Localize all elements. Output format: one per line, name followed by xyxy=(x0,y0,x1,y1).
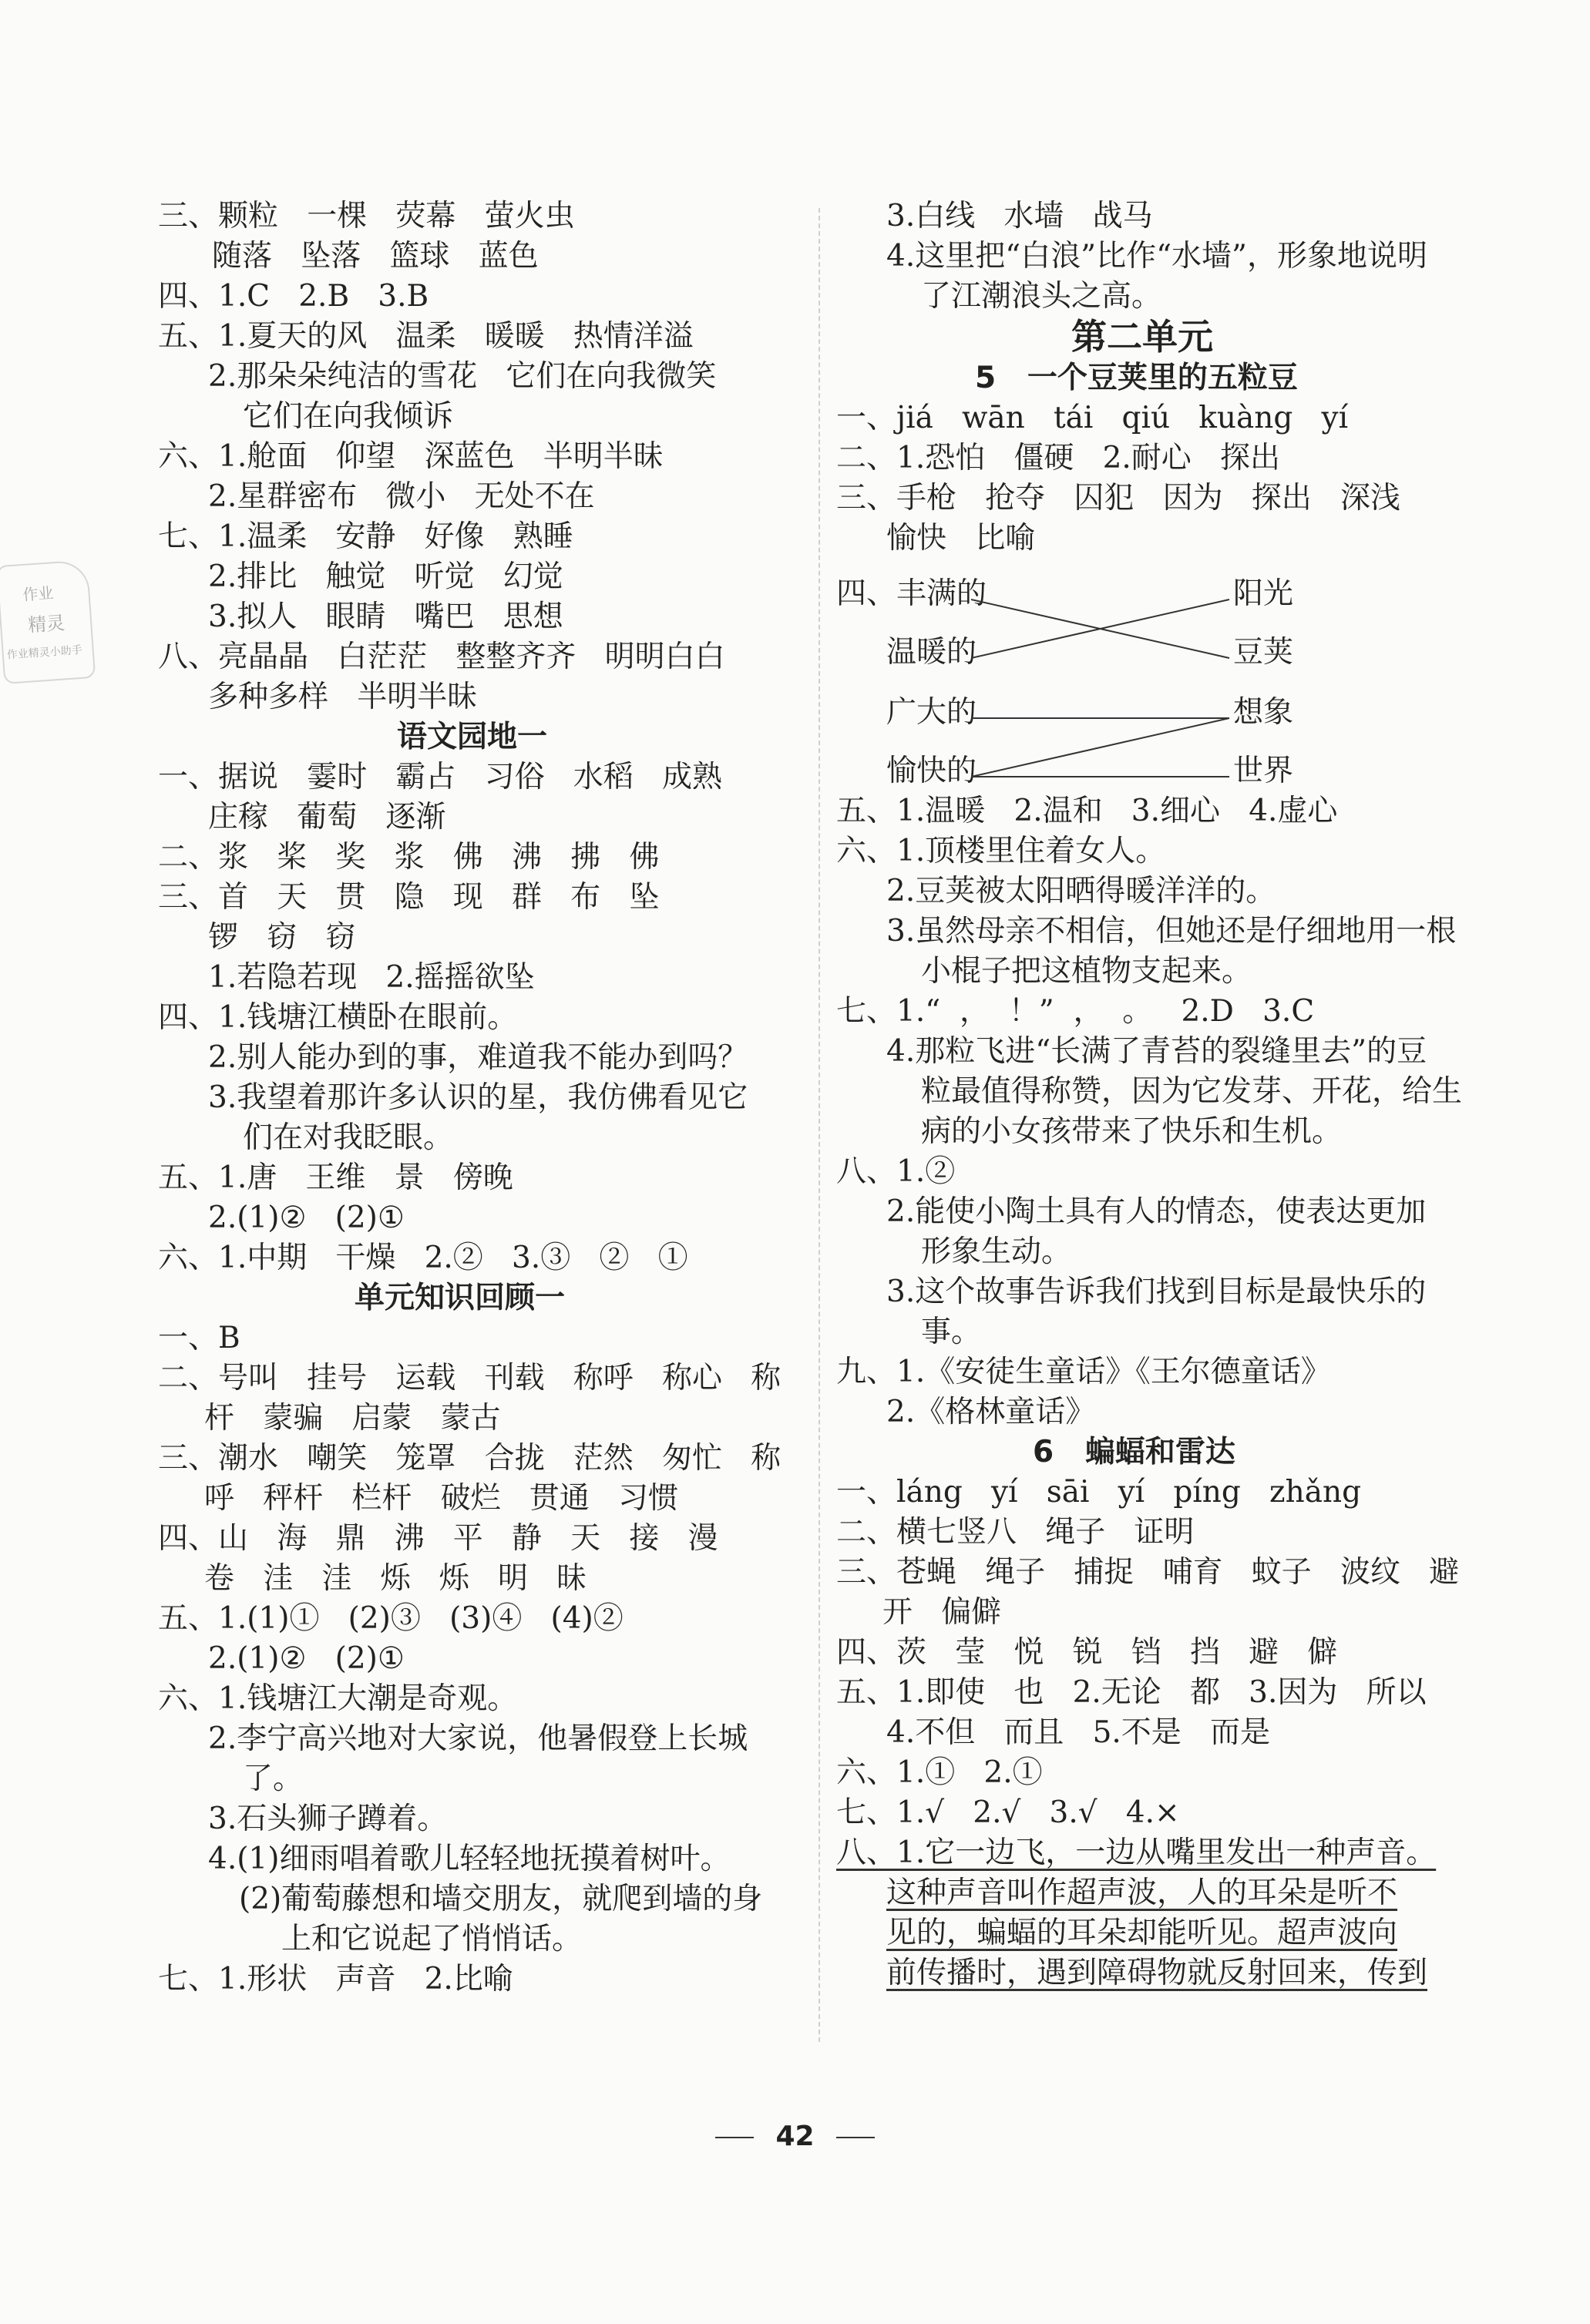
answer-line: 2.(1)② (2)① xyxy=(208,1201,405,1235)
answer-line: 形象生动。 xyxy=(921,1234,1072,1269)
answer-line: 三、苍蝇 绳子 捕捉 哺育 蚊子 波纹 避 xyxy=(836,1555,1460,1590)
answer-line: 三、首 天 贯 隐 现 群 布 坠 xyxy=(158,880,660,915)
answer-line: 2.排比 触觉 听觉 幻觉 xyxy=(208,559,563,594)
footer-dash-left xyxy=(715,2137,754,2138)
answer-line: 3.拟人 眼睛 嘴巴 思想 xyxy=(208,599,563,634)
answer-line: 二、号叫 挂号 运载 刊载 称呼 称心 称 xyxy=(158,1361,782,1395)
answer-line: 愉快的 xyxy=(886,754,977,788)
answer-line: 4.这里把“白浪”比作“水墙”，形象地说明 xyxy=(886,239,1427,274)
answer-line: 六、1.顶楼里住着女人。 xyxy=(836,834,1166,868)
answer-line: (2)葡萄藤想和墙交朋友，就爬到墙的身 xyxy=(239,1882,763,1916)
answer-line: 六、1.中期 干燥 2.② 3.③ ② ① xyxy=(158,1241,688,1275)
answer-line: 粒最值得称赞，因为它发芽、开花，给生 xyxy=(921,1074,1463,1109)
answer-line: 五、1.温暖 2.温和 3.细心 4.虚心 xyxy=(836,794,1338,828)
section-heading: 5 一个豆荚里的五粒豆 xyxy=(975,361,1298,395)
section-heading: 第二单元 xyxy=(1071,316,1213,358)
page-footer xyxy=(0,2121,1590,2152)
answer-line: 3.白线 水墙 战马 xyxy=(886,199,1153,233)
page-number: 42 xyxy=(775,2121,815,2152)
stamp-line3: 作业精灵小助手 xyxy=(6,643,83,662)
stamp-line2: 精灵 xyxy=(27,612,66,636)
section-heading: 语文园地一 xyxy=(397,720,548,754)
answer-line: 七、1.形状 声音 2.比喻 xyxy=(158,1962,513,1997)
answer-line: 三、潮水 嘲笑 笼罩 合拢 茫然 匆忙 称 xyxy=(158,1441,782,1476)
answer-line: 杆 蒙骗 启蒙 蒙古 xyxy=(204,1401,501,1436)
answer-line: 六、1.① 2.① xyxy=(836,1755,1043,1790)
answer-line: 病的小女孩带来了快乐和生机。 xyxy=(921,1114,1343,1149)
answer-line: 四、1.C 2.B 3.B xyxy=(158,279,429,314)
answer-line: 2.别人能办到的事，难道我不能办到吗？ xyxy=(208,1040,748,1075)
answer-line: 六、1.舱面 仰望 深蓝色 半明半昧 xyxy=(158,439,664,474)
answer-line: 三、颗粒 一棵 荧幕 萤火虫 xyxy=(158,199,575,233)
match-line-4 xyxy=(971,718,1229,777)
answer-line: 小棍子把这植物支起来。 xyxy=(921,954,1252,989)
answer-line: 愉快 比喻 xyxy=(886,521,1036,556)
answer-line: 豆荚 xyxy=(1233,635,1294,670)
answer-line: 温暖的 xyxy=(886,635,977,670)
answer-line: 上和它说起了悄悄话。 xyxy=(281,1922,583,1956)
answer-line: 想象 xyxy=(1233,695,1294,730)
answer-line: 3.我望着那许多认识的星，我仿佛看见它 xyxy=(208,1080,748,1115)
answer-line: 五、1.唐 王维 景 傍晚 xyxy=(158,1160,513,1195)
answer-line: 事。 xyxy=(921,1315,982,1349)
answer-line: 一、láng yí sāi yí píng zhǎng xyxy=(836,1475,1362,1510)
answer-line: 4.那粒飞进“长满了青苔的裂缝里去”的豆 xyxy=(886,1034,1427,1069)
answer-line: 2.李宁高兴地对大家说，他暑假登上长城 xyxy=(208,1721,748,1756)
answer-line: 锣 窃 窃 xyxy=(208,920,356,955)
answer-line: 五、1.即使 也 2.无论 都 3.因为 所以 xyxy=(836,1675,1427,1710)
answer-line: 2.《格林童话》 xyxy=(886,1395,1096,1429)
answer-line: 七、1.温柔 安静 好像 熟睡 xyxy=(158,519,573,554)
answer-line: 七、1.√ 2.√ 3.√ 4.× xyxy=(836,1795,1180,1830)
answer-line: 1.若隐若现 2.摇摇欲坠 xyxy=(208,960,535,995)
answer-line: 呼 秤杆 栏杆 破烂 贯通 习惯 xyxy=(204,1481,678,1516)
answer-line: 世界 xyxy=(1233,754,1294,788)
answer-line: 二、1.恐怕 僵硬 2.耐心 探出 xyxy=(836,441,1280,475)
answer-line: 2.(1)② (2)① xyxy=(208,1641,405,1676)
answer-line: 4.(1)细雨唱着歌儿轻轻地抚摸着树叶。 xyxy=(208,1842,731,1876)
answer-line: 二、浆 桨 奖 浆 佛 沸 拂 佛 xyxy=(158,840,660,875)
watermark-stamp xyxy=(0,559,96,684)
answer-line: 八、1.② xyxy=(836,1154,956,1189)
answer-line: 广大的 xyxy=(886,695,977,730)
answer-line: 四、茨 莹 悦 锐 铛 挡 避 僻 xyxy=(836,1635,1338,1670)
section-heading: 单元知识回顾一 xyxy=(355,1281,566,1315)
answer-line: 3.这个故事告诉我们找到目标是最快乐的 xyxy=(886,1275,1427,1309)
column-divider xyxy=(819,208,820,2042)
answer-line: 4.不但 而且 5.不是 而是 xyxy=(886,1715,1270,1750)
answer-line: 五、1.(1)① (2)③ (3)④ (4)② xyxy=(158,1601,624,1636)
answer-line: 3.石头狮子蹲着。 xyxy=(208,1802,448,1836)
matching-lines xyxy=(971,584,1279,815)
answer-line: 二、横七竖八 绳子 证明 xyxy=(836,1515,1195,1550)
answer-line: 四、丰满的 xyxy=(836,576,987,611)
answer-line: 开 偏僻 xyxy=(882,1595,1002,1630)
answer-line: 卷 洼 洼 烁 烁 明 昧 xyxy=(204,1561,587,1596)
answer-line: 一、jiá wān tái qiú kuàng yí xyxy=(836,401,1349,435)
section-heading: 6 蝙蝠和雷达 xyxy=(1033,1435,1235,1469)
answer-line: 这种声音叫作超声波，人的耳朵是听不 xyxy=(886,1876,1398,1910)
answer-line: 八、1.它一边飞，一边从嘴里发出一种声音。 xyxy=(836,1835,1437,1870)
answer-line: 前传播时，遇到障碍物就反射回来，传到 xyxy=(886,1956,1428,1990)
answer-line: 们在对我眨眼。 xyxy=(243,1120,454,1155)
answer-line: 四、山 海 鼎 沸 平 静 天 接 漫 xyxy=(158,1521,718,1556)
answer-line: 它们在向我倾诉 xyxy=(243,399,454,434)
answer-line: 随落 坠落 篮球 蓝色 xyxy=(212,239,539,274)
answer-line: 3.虽然母亲不相信，但她还是仔细地用一根 xyxy=(886,914,1457,949)
answer-line: 阳光 xyxy=(1233,576,1294,611)
answer-line: 2.星群密布 微小 无处不在 xyxy=(208,479,595,514)
answer-line: 2.那朵朵纯洁的雪花 它们在向我微笑 xyxy=(208,359,717,394)
answer-line: 六、1.钱塘江大潮是奇观。 xyxy=(158,1681,518,1716)
footer-dash-right xyxy=(836,2137,875,2138)
answer-line: 2.能使小陶土具有人的情态，使表达更加 xyxy=(886,1194,1427,1229)
answer-line: 三、手枪 抢夺 囚犯 因为 探出 深浅 xyxy=(836,481,1400,516)
answer-line: 了江潮浪头之高。 xyxy=(921,279,1162,314)
answer-line: 庄稼 葡萄 逐渐 xyxy=(208,800,446,835)
answer-line: 了。 xyxy=(243,1761,304,1796)
answer-line: 八、亮晶晶 白茫茫 整整齐齐 明明白白 xyxy=(158,640,725,674)
answer-line: 九、1.《安徒生童话》《王尔德童话》 xyxy=(836,1355,1331,1389)
answer-line: 2.豆荚被太阳晒得暖洋洋的。 xyxy=(886,874,1276,908)
answer-line: 一、B xyxy=(158,1321,240,1355)
answer-line: 四、1.钱塘江横卧在眼前。 xyxy=(158,1000,518,1035)
answer-line: 见的，蝙蝠的耳朵却能听见。超声波向 xyxy=(886,1916,1398,1950)
answer-line: 五、1.夏天的风 温柔 暖暖 热情洋溢 xyxy=(158,319,694,354)
answer-line: 多种多样 半明半昧 xyxy=(208,680,478,714)
stamp-line1: 作业 xyxy=(22,583,55,604)
answer-line: 一、据说 霎时 霸占 习俗 水稻 成熟 xyxy=(158,760,722,794)
answer-line: 七、1.“ ， ！” ， 。 2.D 3.C xyxy=(836,994,1315,1029)
